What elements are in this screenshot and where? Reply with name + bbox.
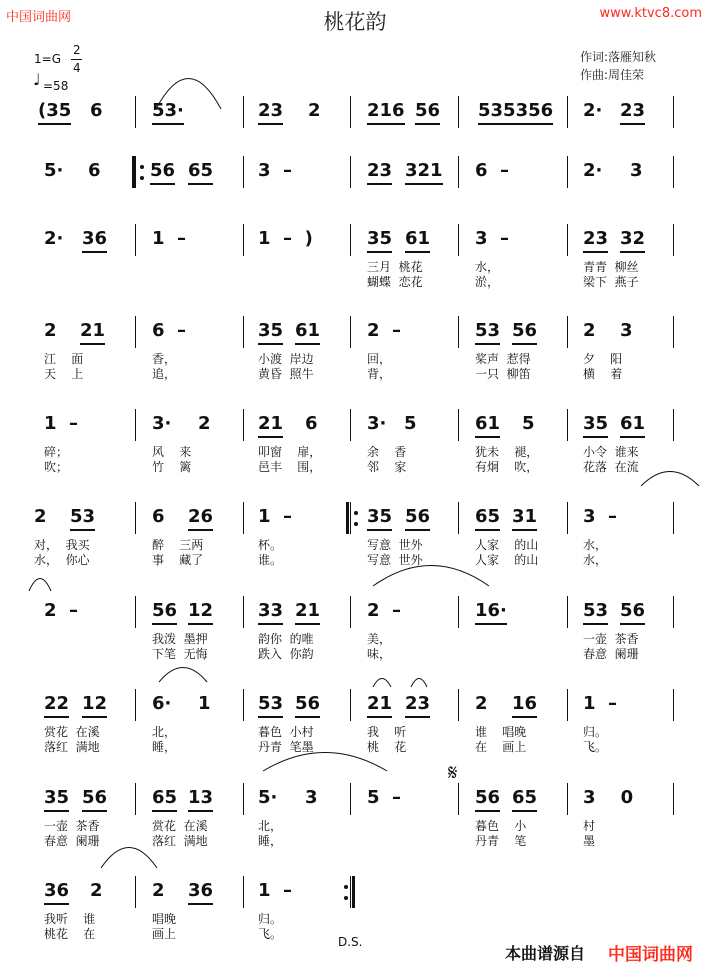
- bar-line: [458, 316, 459, 348]
- lyric-text: 归。: [583, 725, 608, 739]
- lyric-text: 丹青 笔墨: [258, 740, 314, 754]
- lyric-text: 美，: [367, 632, 392, 646]
- lyric-text: 犹未 褪，: [475, 445, 539, 459]
- jianpu-note: 2: [152, 880, 165, 901]
- slur-arc: [155, 78, 222, 110]
- jianpu-note: 23: [583, 228, 608, 253]
- lyric-text: 碎；: [44, 445, 69, 459]
- bar-line: [243, 156, 244, 188]
- lyric-text: 事 藏了: [152, 553, 204, 567]
- jianpu-note: 61: [475, 413, 500, 438]
- bar-line: [458, 596, 459, 628]
- lyric-text: 睡，: [258, 834, 283, 848]
- lyric-text: 丹青 笔: [475, 834, 527, 848]
- jianpu-note: 21: [295, 600, 320, 625]
- jianpu-note: 23: [405, 693, 430, 718]
- lyric-text: 下笔 无悔: [152, 647, 208, 661]
- bar-line: [567, 409, 568, 441]
- lyric-text: 香，: [152, 352, 177, 366]
- lyric-text: 对， 我买: [34, 538, 90, 552]
- jianpu-note: 2·: [583, 160, 603, 181]
- lyric-text: 村: [583, 819, 596, 833]
- bar-line: [243, 502, 244, 534]
- lyric-text: 唱晚: [152, 912, 177, 926]
- lyric-text: 梁下 燕子: [583, 275, 639, 289]
- lyric-text: 人家 的山: [475, 553, 539, 567]
- repeat-thick-bar: [346, 502, 349, 534]
- lyric-text: 回，: [367, 352, 392, 366]
- jianpu-note: 3 0: [583, 787, 634, 808]
- bar-line: [350, 316, 351, 348]
- lyric-text: 赏花 在溪: [152, 819, 208, 833]
- key-signature: 1=G: [34, 52, 61, 66]
- bar-line: [135, 689, 136, 721]
- slur-arc: [640, 471, 700, 487]
- jianpu-note: 35: [367, 228, 392, 253]
- jianpu-note: 12: [82, 693, 107, 718]
- bar-line: [567, 783, 568, 815]
- jianpu-note: 2: [583, 320, 596, 341]
- bar-line: [243, 596, 244, 628]
- bar-line: [567, 596, 568, 628]
- jianpu-note: 3·: [152, 413, 172, 434]
- slur-arc: [262, 752, 388, 772]
- lyric-text: 我泼 墨押: [152, 632, 208, 646]
- bar-line: [567, 224, 568, 256]
- lyric-text: 画上: [152, 927, 177, 941]
- bar-line: [243, 96, 244, 128]
- jianpu-note: 53·: [152, 100, 184, 125]
- lyric-text: 花落 在流: [583, 460, 639, 474]
- jianpu-note: 56: [295, 693, 320, 718]
- bar-line: [135, 316, 136, 348]
- jianpu-note: 1 –: [258, 506, 293, 527]
- lyric-text: 小渡 岸边: [258, 352, 314, 366]
- jianpu-note: 6: [88, 160, 101, 181]
- lyric-text: 暮色 小: [475, 819, 527, 833]
- jianpu-note: 5: [522, 413, 535, 434]
- lyric-text: 淤，: [475, 275, 500, 289]
- lyric-text: 韵你 的唯: [258, 632, 314, 646]
- lyric-text: 我 听: [367, 725, 407, 739]
- jianpu-note: 1: [198, 693, 211, 714]
- jianpu-note: 3·: [367, 413, 387, 434]
- jianpu-note: 35: [258, 320, 283, 345]
- dal-segno-label: D.S.: [338, 935, 363, 949]
- jianpu-note: 6 –: [152, 320, 187, 341]
- bar-line: [350, 156, 351, 188]
- jianpu-note: 16: [512, 693, 537, 718]
- jianpu-note: (35: [38, 100, 71, 125]
- lyric-text: 墨: [583, 834, 596, 848]
- jianpu-note: 3 –: [258, 160, 293, 181]
- jianpu-note: 35: [44, 787, 69, 812]
- lyric-text: 写意 世外: [367, 553, 423, 567]
- bar-line: [135, 876, 136, 908]
- repeat-thick-bar: [132, 156, 135, 188]
- time-signature-bottom: 4: [73, 61, 81, 75]
- lyric-text: 飞。: [583, 740, 608, 754]
- lyric-text: 邻 家: [367, 460, 407, 474]
- bar-line: [135, 96, 136, 128]
- jianpu-note: 23: [620, 100, 645, 125]
- lyric-text: 跌入 你韵: [258, 647, 314, 661]
- song-title: 桃花韵: [323, 10, 387, 34]
- jianpu-note: 216: [367, 100, 405, 125]
- jianpu-note: 3: [620, 320, 633, 341]
- site-url-right[interactable]: www.ktvc8.com: [599, 6, 702, 21]
- lyric-text: 天 上: [44, 367, 84, 381]
- slur-arc: [28, 578, 52, 592]
- lyric-text: 水， 你心: [34, 553, 90, 567]
- bar-line: [673, 689, 674, 721]
- lyric-text: 睡，: [152, 740, 177, 754]
- jianpu-note: 5·: [44, 160, 64, 181]
- lyric-text: 暮色 小村: [258, 725, 314, 739]
- lyric-text: 叩窗 扉，: [258, 445, 322, 459]
- lyric-text: 横 着: [583, 367, 623, 381]
- jianpu-note: 53: [583, 600, 608, 625]
- segno-icon: 𝄋: [448, 761, 458, 786]
- slur-arc: [372, 565, 490, 587]
- lyric-text: 谁 唱晚: [475, 725, 527, 739]
- lyric-text: 一只 柳笛: [475, 367, 531, 381]
- bar-line: [673, 156, 674, 188]
- lyric-text: 一壶 茶香: [44, 819, 100, 833]
- bar-line: [243, 409, 244, 441]
- jianpu-note: 53: [258, 693, 283, 718]
- lyric-text: 北，: [152, 725, 177, 739]
- lyric-text: 谁。: [258, 553, 283, 567]
- jianpu-note: 6·: [152, 693, 172, 714]
- lyric-text: 三月 桃花: [367, 260, 423, 274]
- time-signature-line: [71, 59, 82, 60]
- jianpu-note: 5·: [258, 787, 278, 808]
- bar-line: [458, 224, 459, 256]
- slur-arc: [372, 678, 392, 688]
- jianpu-note: 3 –: [583, 506, 618, 527]
- bar-line: [135, 156, 136, 188]
- jianpu-note: 56: [152, 600, 177, 625]
- bar-line: [458, 689, 459, 721]
- bar-line: [135, 502, 136, 534]
- lyric-text: 桃花 在: [44, 927, 96, 941]
- jianpu-note: 56: [82, 787, 107, 812]
- bar-line: [350, 876, 351, 908]
- jianpu-note: 65: [188, 160, 213, 185]
- lyric-text: 人家 的山: [475, 538, 539, 552]
- jianpu-note: 13: [188, 787, 213, 812]
- jianpu-note: 61: [405, 228, 430, 253]
- jianpu-note: 6 –: [475, 160, 510, 181]
- bar-line: [350, 96, 351, 128]
- jianpu-note: 6: [90, 100, 103, 121]
- time-signature-top: 2: [73, 43, 81, 57]
- bar-line: [350, 502, 351, 534]
- jianpu-note: 535356: [478, 100, 553, 125]
- jianpu-note: 2: [44, 320, 57, 341]
- bar-line: [673, 502, 674, 534]
- lyricist-credit: 作词:落雁知秋: [580, 50, 657, 64]
- bar-line: [350, 224, 351, 256]
- slur-arc: [158, 667, 208, 683]
- bar-line: [243, 316, 244, 348]
- lyric-text: 醉 三两: [152, 538, 204, 552]
- lyric-text: 水，: [475, 260, 500, 274]
- bar-line: [567, 689, 568, 721]
- lyric-text: 杯。: [258, 538, 283, 552]
- jianpu-note: 65: [512, 787, 537, 812]
- jianpu-note: 53: [475, 320, 500, 345]
- lyric-text: 夕 阳: [583, 352, 623, 366]
- bar-line: [673, 409, 674, 441]
- lyric-text: 有炯 吹，: [475, 460, 539, 474]
- jianpu-note: 5 –: [367, 787, 402, 808]
- footer-site-link[interactable]: 中国词曲网: [608, 945, 693, 965]
- lyric-text: 写意 世外: [367, 538, 423, 552]
- jianpu-note: 2: [90, 880, 103, 901]
- bar-line: [350, 783, 351, 815]
- jianpu-note: 36: [188, 880, 213, 905]
- jianpu-note: 65: [152, 787, 177, 812]
- lyric-text: 水，: [583, 553, 608, 567]
- jianpu-note: 61: [620, 413, 645, 438]
- jianpu-note: 321: [405, 160, 443, 185]
- lyric-text: 风 来: [152, 445, 192, 459]
- bar-line: [243, 689, 244, 721]
- jianpu-note: 23: [367, 160, 392, 185]
- jianpu-note: 6: [152, 506, 165, 527]
- tempo-marking: =58: [43, 79, 69, 93]
- jianpu-note: 32: [620, 228, 645, 253]
- composer-credit: 作曲:周佳荣: [580, 68, 645, 82]
- jianpu-note: 2: [198, 413, 211, 434]
- jianpu-note: 65: [475, 506, 500, 531]
- lyric-text: 吹；: [44, 460, 69, 474]
- slur-arc: [410, 678, 428, 688]
- bar-line: [458, 96, 459, 128]
- jianpu-note: 2: [308, 100, 321, 121]
- lyric-text: 落红 满地: [44, 740, 100, 754]
- jianpu-note: 31: [512, 506, 537, 531]
- footer-source-label: 本曲谱源自: [505, 944, 586, 963]
- jianpu-note: 6: [305, 413, 318, 434]
- jianpu-note: 56: [415, 100, 440, 125]
- lyric-text: 春意 阑珊: [583, 647, 639, 661]
- quarter-note-icon: ♩: [33, 70, 41, 89]
- jianpu-note: 21: [367, 693, 392, 718]
- bar-line: [567, 96, 568, 128]
- jianpu-note: 3 –: [475, 228, 510, 249]
- jianpu-note: 3: [630, 160, 643, 181]
- bar-line: [135, 783, 136, 815]
- jianpu-note: 56: [475, 787, 500, 812]
- jianpu-note: 12: [188, 600, 213, 625]
- jianpu-note: 1 –: [44, 413, 79, 434]
- jianpu-note: 33: [258, 600, 283, 625]
- lyric-text: 北，: [258, 819, 283, 833]
- lyric-text: 归。: [258, 912, 283, 926]
- lyric-text: 小令 谁来: [583, 445, 639, 459]
- jianpu-note: 2: [475, 693, 488, 714]
- lyric-text: 落红 满地: [152, 834, 208, 848]
- bar-line: [243, 876, 244, 908]
- bar-line: [673, 596, 674, 628]
- jianpu-note: 36: [82, 228, 107, 253]
- bar-line: [458, 156, 459, 188]
- bar-line: [673, 96, 674, 128]
- bar-line: [243, 224, 244, 256]
- jianpu-note: 2·: [44, 228, 64, 249]
- jianpu-note: 22: [44, 693, 69, 718]
- jianpu-note: 26: [188, 506, 213, 531]
- bar-line: [567, 156, 568, 188]
- bar-line: [673, 783, 674, 815]
- lyric-text: 桃 花: [367, 740, 407, 754]
- jianpu-note: 21: [258, 413, 283, 438]
- bar-line: [458, 409, 459, 441]
- jianpu-note: 2 –: [367, 320, 402, 341]
- lyric-text: 蝴蝶 恋花: [367, 275, 423, 289]
- jianpu-note: 1 – ): [258, 228, 313, 249]
- bar-line: [350, 596, 351, 628]
- jianpu-note: 35: [367, 506, 392, 531]
- jianpu-note: 56: [150, 160, 175, 185]
- jianpu-note: 35: [583, 413, 608, 438]
- lyric-text: 飞。: [258, 927, 283, 941]
- jianpu-note: 2 –: [367, 600, 402, 621]
- jianpu-note: 3: [305, 787, 318, 808]
- lyric-text: 赏花 在溪: [44, 725, 100, 739]
- lyric-text: 春意 阑珊: [44, 834, 100, 848]
- jianpu-note: 21: [80, 320, 105, 345]
- jianpu-note: 36: [44, 880, 69, 905]
- lyric-text: 味，: [367, 647, 392, 661]
- bar-line: [243, 783, 244, 815]
- jianpu-note: 53: [70, 506, 95, 531]
- lyric-text: 一壶 茶香: [583, 632, 639, 646]
- lyric-text: 余 香: [367, 445, 407, 459]
- bar-line: [567, 316, 568, 348]
- jianpu-note: 2: [34, 506, 47, 527]
- bar-line: [350, 689, 351, 721]
- lyric-text: 桨声 惹得: [475, 352, 531, 366]
- jianpu-note: 56: [620, 600, 645, 625]
- jianpu-note: 23: [258, 100, 283, 125]
- lyric-text: 青青 柳丝: [583, 260, 639, 274]
- lyric-text: 背，: [367, 367, 392, 381]
- bar-line: [567, 502, 568, 534]
- lyric-text: 黄昏 照牛: [258, 367, 314, 381]
- lyric-text: 邑丰 围，: [258, 460, 322, 474]
- lyric-text: 竹 篱: [152, 460, 192, 474]
- bar-line: [458, 502, 459, 534]
- lyric-text: 追，: [152, 367, 177, 381]
- site-name-left[interactable]: 中国词曲网: [6, 10, 72, 25]
- jianpu-note: 1 –: [583, 693, 618, 714]
- jianpu-note: 1 –: [152, 228, 187, 249]
- repeat-thick-bar: [352, 876, 355, 908]
- bar-line: [673, 316, 674, 348]
- lyric-text: 水，: [583, 538, 608, 552]
- slur-arc: [100, 847, 158, 869]
- lyric-text: 我听 谁: [44, 912, 96, 926]
- bar-line: [135, 224, 136, 256]
- jianpu-note: 16·: [475, 600, 507, 625]
- jianpu-note: 56: [512, 320, 537, 345]
- jianpu-note: 2·: [583, 100, 603, 121]
- jianpu-note: 56: [405, 506, 430, 531]
- bar-line: [135, 596, 136, 628]
- bar-line: [135, 409, 136, 441]
- jianpu-note: 1 –: [258, 880, 293, 901]
- bar-line: [458, 783, 459, 815]
- lyric-text: 江 面: [44, 352, 84, 366]
- bar-line: [673, 224, 674, 256]
- jianpu-note: 5: [404, 413, 417, 434]
- bar-line: [350, 409, 351, 441]
- lyric-text: 在 画上: [475, 740, 527, 754]
- jianpu-note: 2 –: [44, 600, 79, 621]
- jianpu-note: 61: [295, 320, 320, 345]
